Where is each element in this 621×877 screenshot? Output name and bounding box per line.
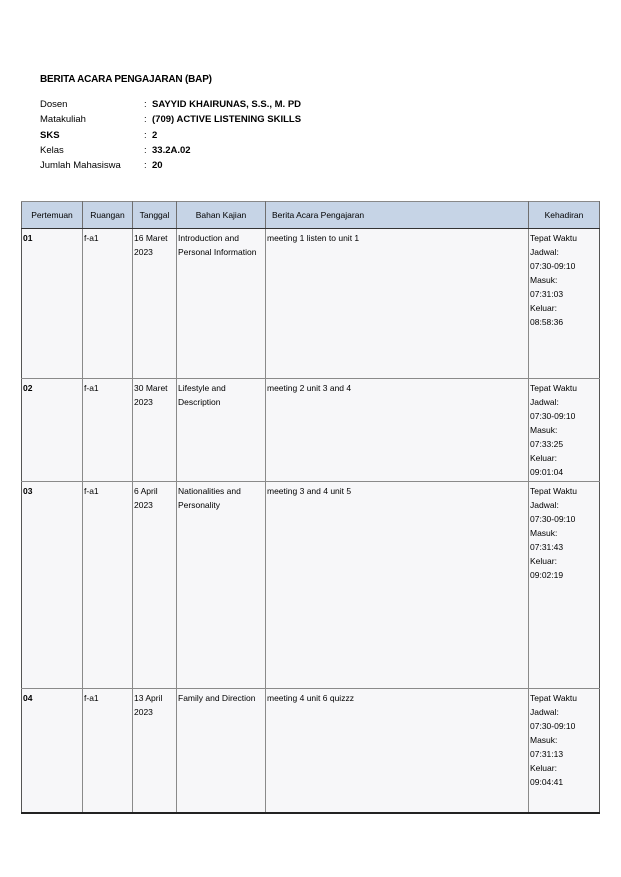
- info-colon: :: [144, 145, 147, 157]
- info-colon: :: [144, 114, 147, 126]
- cell-bahan-kajian: Introduction and Personal Information: [177, 229, 266, 379]
- cell-kehadiran: [529, 229, 600, 379]
- info-label: Dosen: [40, 99, 68, 111]
- header-bahan-kajian: Bahan Kajian: [177, 202, 266, 229]
- cell-bahan-kajian: Nationalities and Personality: [177, 482, 266, 689]
- kehadiran-line: Masuk:: [530, 735, 558, 745]
- cell-pertemuan: 02: [22, 379, 83, 482]
- cell-tanggal: 13 April 2023: [133, 689, 177, 813]
- cell-tanggal: 30 Maret 2023: [133, 379, 177, 482]
- kehadiran-status: Tepat Waktu: [530, 233, 577, 243]
- info-colon: :: [144, 129, 147, 141]
- kehadiran-line: 07:31:03: [530, 289, 564, 299]
- kehadiran-line: Keluar:: [530, 763, 557, 773]
- info-row-dosen: [40, 97, 301, 112]
- cell-tanggal: 6 April 2023: [133, 482, 177, 689]
- kehadiran-line: 07:31:13: [530, 749, 564, 759]
- cell-berita-acara: meeting 2 unit 3 and 4: [266, 379, 529, 482]
- table-row: [22, 229, 600, 379]
- kehadiran-line: 07:30-09:10: [530, 411, 576, 421]
- info-row-jumlah-mahasiswa: [40, 158, 301, 173]
- kehadiran-line: Jadwal:: [530, 707, 559, 717]
- cell-bahan-kajian: Lifestyle and Description: [177, 379, 266, 482]
- info-colon: :: [144, 160, 147, 172]
- header-berita-acara: Berita Acara Pengajaran: [266, 202, 529, 229]
- kehadiran-status: Tepat Waktu: [530, 383, 577, 393]
- info-row-matakuliah: [40, 112, 301, 127]
- header-kehadiran: Kehadiran: [529, 202, 600, 229]
- kehadiran-status: Tepat Waktu: [530, 693, 577, 703]
- kehadiran-line: Masuk:: [530, 528, 558, 538]
- info-label: Kelas: [40, 145, 64, 157]
- kehadiran-line: 07:30-09:10: [530, 514, 576, 524]
- kehadiran-line: Masuk:: [530, 425, 558, 435]
- cell-tanggal: 16 Maret 2023: [133, 229, 177, 379]
- cell-kehadiran: [529, 379, 600, 482]
- kehadiran-line: 08:58:36: [530, 317, 564, 327]
- cell-ruangan: f-a1: [83, 229, 133, 379]
- cell-ruangan: f-a1: [83, 689, 133, 813]
- kehadiran-line: Masuk:: [530, 275, 558, 285]
- cell-kehadiran: [529, 689, 600, 813]
- header-ruangan: Ruangan: [83, 202, 133, 229]
- info-value: 20: [152, 160, 163, 172]
- info-value: 2: [152, 129, 158, 141]
- info-colon: :: [144, 99, 147, 111]
- kehadiran-line: Jadwal:: [530, 397, 559, 407]
- cell-ruangan: f-a1: [83, 379, 133, 482]
- info-row-sks: [40, 128, 301, 143]
- kehadiran-line: 07:31:43: [530, 542, 564, 552]
- table-row: [22, 379, 600, 482]
- table-header-row: [22, 202, 600, 229]
- info-label: Matakuliah: [40, 114, 86, 126]
- kehadiran-line: 09:02:19: [530, 570, 564, 580]
- info-label: SKS: [40, 129, 60, 141]
- course-info: [40, 97, 301, 173]
- cell-pertemuan: 04: [22, 689, 83, 813]
- info-value: SAYYID KHAIRUNAS, S.S., M. PD: [152, 99, 302, 111]
- cell-kehadiran: [529, 482, 600, 689]
- kehadiran-line: 07:30-09:10: [530, 721, 576, 731]
- table-row: [22, 482, 600, 689]
- kehadiran-status: Tepat Waktu: [530, 486, 577, 496]
- kehadiran-line: Jadwal:: [530, 247, 559, 257]
- header-pertemuan: Pertemuan: [22, 202, 83, 229]
- kehadiran-line: Jadwal:: [530, 500, 559, 510]
- kehadiran-line: 07:30-09:10: [530, 261, 576, 271]
- kehadiran-line: 09:01:04: [530, 467, 564, 477]
- info-label: Jumlah Mahasiswa: [40, 160, 121, 172]
- info-value: 33.2A.02: [152, 145, 191, 157]
- info-row-kelas: [40, 143, 301, 158]
- table-row: [22, 689, 600, 813]
- document-title: BERITA ACARA PENGAJARAN (BAP): [40, 74, 212, 85]
- info-value: (709) ACTIVE LISTENING SKILLS: [152, 114, 302, 126]
- cell-bahan-kajian: Family and Direction: [177, 689, 266, 813]
- header-tanggal: Tanggal: [133, 202, 177, 229]
- kehadiran-line: Keluar:: [530, 453, 557, 463]
- cell-pertemuan: 03: [22, 482, 83, 689]
- cell-berita-acara: meeting 1 listen to unit 1: [266, 229, 529, 379]
- cell-ruangan: f-a1: [83, 482, 133, 689]
- cell-berita-acara: meeting 4 unit 6 quizzz: [266, 689, 529, 813]
- kehadiran-line: 07:33:25: [530, 439, 564, 449]
- bap-table: [21, 201, 600, 814]
- kehadiran-line: 09:04:41: [530, 777, 564, 787]
- cell-berita-acara: meeting 3 and 4 unit 5: [266, 482, 529, 689]
- kehadiran-line: Keluar:: [530, 556, 557, 566]
- kehadiran-line: Keluar:: [530, 303, 557, 313]
- cell-pertemuan: 01: [22, 229, 83, 379]
